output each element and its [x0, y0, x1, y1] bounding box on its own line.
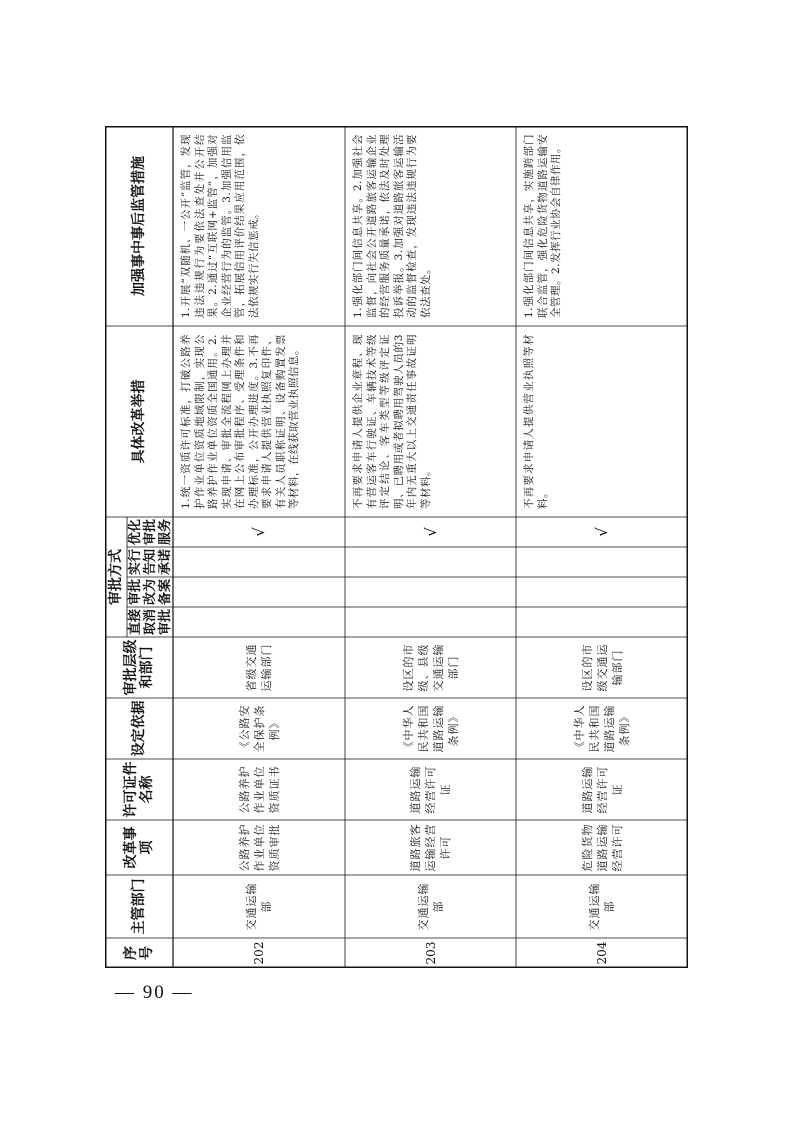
row-supervision [345, 126, 516, 326]
header-mode-cancel: 直接取消审批 [127, 608, 173, 635]
row-mode-filing-check [516, 577, 688, 607]
row-item: 道路旅客运输经营许可 [409, 823, 452, 872]
row-seq: 204 [595, 941, 609, 965]
supervision-paragraph: 1.开展“双随机、一公开”监管，发现违法违规行为要依法查处并公开结果。2.通过“互联网+监管”，加强对企业经营行为的监管。3.加强信用监管，拓展信用评价结果应用范围，依法依规实行失信惩戒。 [180, 134, 260, 318]
row-mode-cancel-check [345, 607, 516, 637]
reform-paragraph: 不再要求申请人提供企业章程、现有营运客车行驶证、车辆技术等级评定结论、客车类型等级评定证明、已聘用或者拟聘用驾驶人员的3年内无重大以上交通责任事故证明等材料。 [352, 334, 432, 509]
row-mode-promise-check [516, 547, 688, 577]
row-mode-promise-check [173, 547, 345, 577]
row-reform [173, 326, 345, 517]
row-supervision [173, 126, 345, 326]
page-number: — 90 — [115, 982, 194, 1003]
header-dept: 主管部门 [131, 878, 147, 935]
header-basis: 设定依据 [131, 700, 147, 757]
row-mode-cancel-check [516, 607, 688, 637]
row-level: 设区的市级交通运输部门 [580, 643, 624, 692]
row-mode-optimize-check: √ [250, 527, 268, 537]
row-dept: 交通运输部 [588, 882, 616, 931]
header-mode-filing: 审批改为备案 [127, 578, 173, 605]
header-license: 许可证件名称 [123, 761, 155, 818]
row-reform [516, 326, 688, 517]
row-dept: 交通运输部 [245, 882, 273, 931]
row-license: 道路运输经营许可证 [580, 765, 624, 814]
reform-paragraph: 1.统一资质许可标准，打破公路养护作业单位资质地域限制，实现公路养护作业单位资质全国通用。2.实现申请、审批全流程网上办理并在网上公布审批程序、受理条件和办理标准，公开办理进度。3.不再要求申请人提供营业执照复印件、有关人员职称证明、设备购置发票等材料，在线获取营业执照信息。 [180, 334, 300, 509]
row-seq: 202 [252, 941, 266, 965]
row-license: 公路养护作业单位资质证书 [237, 765, 281, 814]
row-seq: 203 [423, 941, 438, 965]
row-mode-filing-check [173, 577, 345, 607]
supervision-paragraph: 1.强化部门间信息共享，实施跨部门联合监管，强化危险货物道路运输安全管理。2.发挥行业协会自律作用。 [523, 134, 562, 318]
row-mode-cancel-check [173, 607, 345, 637]
header-level: 审批层级和部门 [123, 639, 155, 696]
row-mode-optimize-check: √ [593, 527, 611, 537]
supervision-paragraph: 1.强化部门间信息共享。2.加强社会监督，向社会公开道路旅客运输企业的经营服务质量承诺，依法及时处理投诉举报。3.加强对道路旅客运输活动的监督检查，发现违法违规行为要依法查处。 [352, 134, 432, 318]
row-license: 道路运输经营许可证 [409, 765, 452, 814]
row-dept: 交通运输部 [416, 882, 445, 931]
row-mode-optimize-check: √ [421, 527, 440, 537]
row-item: 公路养护作业单位资质审批 [237, 823, 281, 872]
row-mode-filing-check [345, 577, 516, 607]
row-basis: 《中华人民共和国道路运输条例》 [573, 704, 631, 753]
row-supervision [516, 126, 688, 326]
header-mode-promise: 实行告知承诺 [127, 548, 173, 575]
row-level: 设区的市级、县级交通运输部门 [401, 643, 460, 692]
rotated-table-page [105, 126, 688, 968]
reform-paragraph: 不再要求申请人提供营业执照等材料。 [523, 334, 549, 509]
header-mode-group: 审批方式 [108, 549, 124, 605]
row-mode-promise-check [345, 547, 516, 577]
row-reform [345, 326, 516, 517]
row-basis: 《公路安全保护条例》 [237, 704, 281, 753]
header-seq: 序号 [123, 946, 155, 960]
row-basis: 《中华人民共和国道路运输条例》 [401, 704, 460, 753]
header-item: 改革事项 [123, 826, 155, 869]
header-supervision: 加强事中事后监管措施 [131, 156, 147, 296]
row-level: 省级交通运输部门 [245, 643, 273, 692]
row-item: 危险货物道路运输经营许可 [580, 823, 624, 872]
header-reform: 具体改革举措 [131, 379, 147, 464]
header-mode-optimize: 优化审批服务 [127, 518, 173, 545]
